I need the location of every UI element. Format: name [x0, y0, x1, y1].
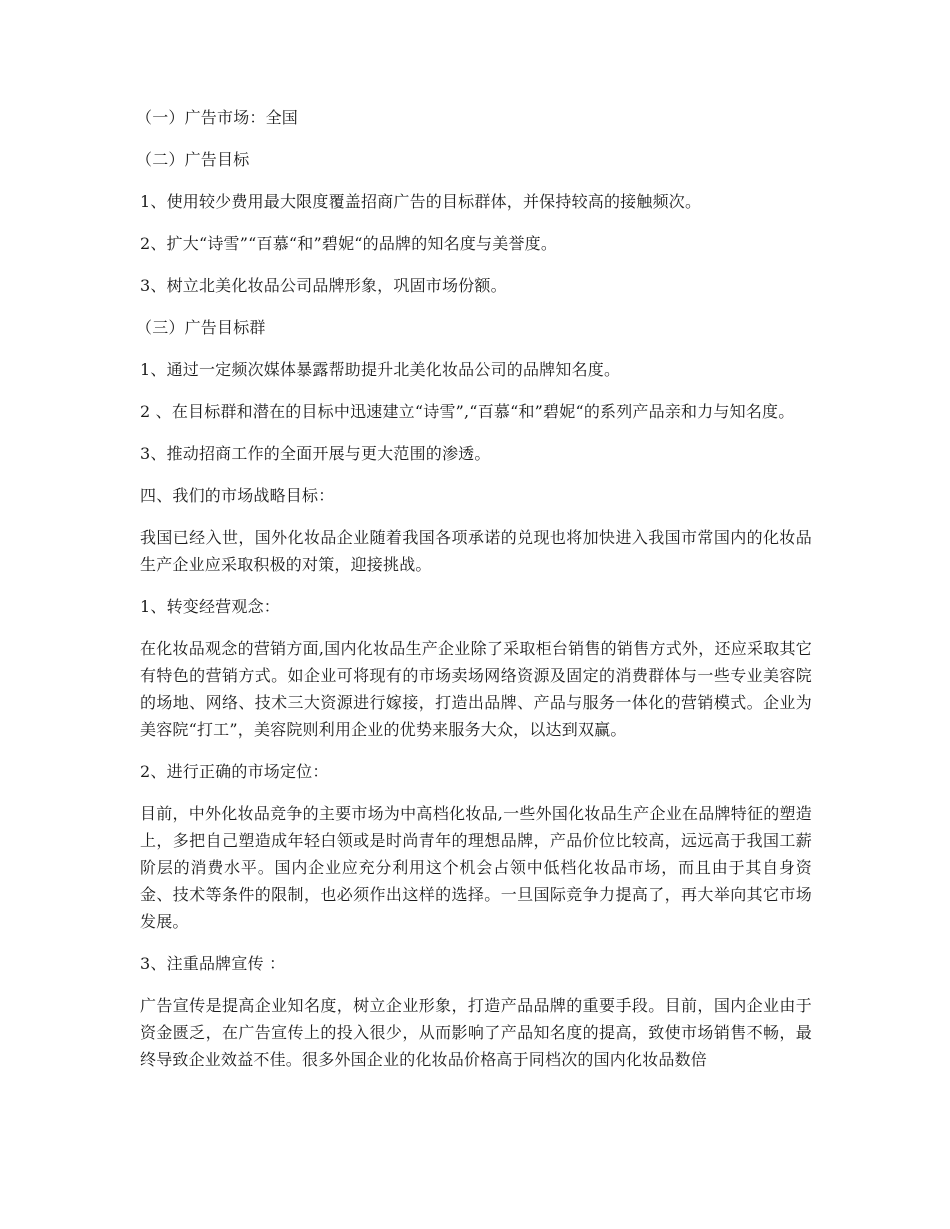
target-group-heading: （三）广告目标群	[136, 318, 266, 337]
strategy-2-body: 目前，中外化妆品竞争的主要市场为中高档化妆品,一些外国化妆品生产企业在品牌特征的塑造上，多把自己塑造成年轻白领或是时尚青年的理想品牌，产品价位比较高，远远高于我国工薪阶层的消费水平。国内企业应充分利用这个机会占领中低档化妆品市场，而且由于其自身资金、技术等条件的限制，也必须作出这样的选择。一旦国际竞争力提高了，再大举向其它市场发展。	[140, 804, 812, 931]
ad-market-heading: （一）广告市场：全国	[136, 108, 299, 127]
ad-goal-item-2: 2、扩大“诗雪”“百慕“和”碧妮“的品牌的知名度与美誉度。	[140, 234, 558, 253]
strategy-3-body: 广告宣传是提高企业知名度，树立企业形象，打造产品品牌的重要手段。目前，国内企业由于资金匮乏，在广告宣传上的投入很少，从而影响了产品知名度的提高，致使市场销售不畅，最终导致企业效益不佳。很多外国企业的化妆品价格高于同档次的国内化妆品数倍	[140, 996, 812, 1069]
ad-goal-item-1: 1、使用较少费用最大限度覆盖招商广告的目标群体，并保持较高的接触频次。	[140, 192, 702, 211]
strategy-intro: 我国已经入世，国外化妆品企业随着我国各项承诺的兑现也将加快进入我国市常国内的化妆品生产企业应采取积极的对策，迎接挑战。	[140, 528, 812, 574]
target-group-item-2: 2 、在目标群和潜在的目标中迅速建立“诗雪”,“百慕“和”碧妮“的系列产品亲和力与知名度。	[140, 402, 795, 421]
strategy-heading: 四、我们的市场战略目标：	[140, 486, 335, 505]
strategy-2-heading: 2、进行正确的市场定位：	[140, 762, 329, 781]
target-group-item-1: 1、通过一定频次媒体暴露帮助提升北美化妆品公司的品牌知名度。	[140, 360, 621, 379]
target-group-item-3: 3、推动招商工作的全面开展与更大范围的渗透。	[140, 444, 491, 463]
strategy-3-heading: 3、注重品牌宣传 ：	[140, 954, 286, 973]
ad-goal-heading: （二）广告目标	[136, 150, 250, 169]
document-page	[136, 104, 812, 1088]
strategy-1-heading: 1、转变经营观念：	[140, 597, 280, 616]
ad-goal-item-3: 3、树立北美化妆品公司品牌形象，巩固市场份额。	[140, 276, 507, 295]
strategy-1-body: 在化妆品观念的营销方面,国内化妆品生产企业除了采取柜台销售的销售方式外，还应采取其它有特色的营销方式。如企业可将现有的市场卖场网络资源及固定的消费群体与一些专业美容院的场地、网络、技术三大资源进行嫁接，打造出品牌、产品与服务一体化的营销模式。企业为美容院“打工”，美容院则利用企业的优势来服务大众，以达到双赢。	[140, 639, 812, 739]
